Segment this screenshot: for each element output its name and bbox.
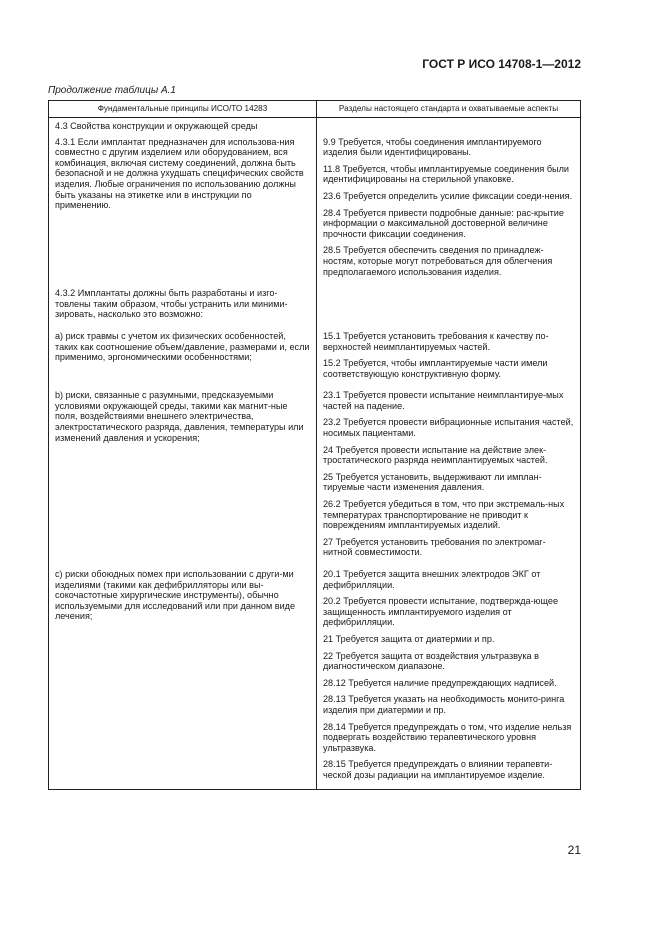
principle-cell xyxy=(49,566,317,789)
principle-text: с) риски обоюдных помех при использовании с други-ми изделиями (такими как дефибрилляторы или вы-сокочастотные хирургические инструменты), обычно используемыми для исследований или при данном виде лечения; xyxy=(55,569,296,622)
section-item: 28.15 Требуется предупреждать о влиянии терапевти-ческой дозы радиации на имплантируемое изделие. xyxy=(323,759,553,780)
principle-cell xyxy=(49,134,317,286)
principle-text: 4.3.2 Имплантаты должны быть разработаны и изго-товлены таким образом, чтобы устранить или миними-зировать, насколько это возможно: xyxy=(55,288,288,320)
table-row xyxy=(49,387,581,566)
section-item: 9.9 Требуется, чтобы соединения имплантируемого изделия были идентифицированы. xyxy=(323,136,542,158)
principle-text: а) риск травмы с учетом их физических особенностей, таких как соотношение объем/давление, размерами и, если применимо, эргономическими особенностями; xyxy=(55,330,310,363)
section-item: 22 Требуется защита от воздействия ультразвука в диагностическом диапазоне. xyxy=(323,650,539,672)
section-item: 21 Требуется защита от диатермии и пр. xyxy=(323,633,495,644)
column-header-principles: Фундаментальные принципы ИСО/ТО 14283 xyxy=(49,101,317,118)
principle-text: b) риски, связанные с разумными, предсказуемыми условиями окружающей среды, такими как магнит-ные поля, воздействиями внешнего электричества, электростатического разряда, давления, температуры или изменений давления и ускорения; xyxy=(55,390,304,443)
section-item: 20.2 Требуется провести испытание, подтвержда-ющее защищенность имплантируемого изделия от дефибрилляции. xyxy=(323,596,559,628)
sections-cell xyxy=(317,387,581,566)
sections-cell xyxy=(317,285,581,328)
section-item: 15.1 Требуется установить требования к качеству по-верхностей неимплантируемых частей. xyxy=(323,330,549,352)
principle-cell xyxy=(49,285,317,328)
column-header-sections: Разделы настоящего стандарта и охватываемые аспекты xyxy=(317,101,581,118)
section-item: 28.4 Требуется привести подробные данные: рас-крытие информации о максимальной достоверной величине прочности фиксации соединения. xyxy=(323,207,564,239)
section-item: 24 Требуется провести испытание на действие элек-тростатического разряда неимплантируемых частей. xyxy=(323,444,548,466)
section-item: 25 Требуется установить, выдерживают ли имплан-тируемые части изменения давления. xyxy=(323,471,542,493)
requirements-table xyxy=(48,100,581,790)
section-item: 23.1 Требуется провести испытание неимплантируе-мых частей на падение. xyxy=(323,390,564,411)
table-row xyxy=(49,285,581,328)
table-row xyxy=(49,118,581,134)
section-item: 23.2 Требуется провести вибрационные испытания частей, носимых пациентами. xyxy=(323,417,574,439)
section-item: 26.2 Требуется убедиться в том, что при экстремаль-ных температурах транспортирование не приводит к повреждениям имплантируемых изделий. xyxy=(323,499,565,531)
section-item: 20.1 Требуется защита внешних электродов ЭКГ от дефибрилляции. xyxy=(323,569,541,590)
sections-cell xyxy=(317,566,581,789)
table-row xyxy=(49,134,581,286)
table-caption: Продолжение таблицы А.1 xyxy=(48,85,176,96)
page-number: 21 xyxy=(567,843,581,857)
section-item: 27 Требуется установить требования по электромаг-нитной совместимости. xyxy=(323,536,546,558)
principle-cell xyxy=(49,387,317,566)
section-title-cell: 4.3 Свойства конструкции и окружающей среды xyxy=(49,118,317,134)
sections-cell xyxy=(317,134,581,286)
table-row xyxy=(49,328,581,387)
section-item: 15.2 Требуется, чтобы имплантируемые части имели соответствующую конструктивную форму. xyxy=(323,358,548,379)
table-row xyxy=(49,566,581,789)
section-item: 11.8 Требуется, чтобы имплантируемые соединения были идентифицированы на стерильной упаковке. xyxy=(323,163,569,185)
section-item: 23.6 Требуется определить усилие фиксации соеди-нения. xyxy=(323,190,573,201)
section-item: 28.13 Требуется указать на необходимость монито-ринга изделия при диатермии и пр. xyxy=(323,694,565,715)
section-item: 28.14 Требуется предупреждать о том, что изделие нельзя подвергать воздействию терапевтического уровня ультразвука. xyxy=(323,721,572,753)
sections-cell xyxy=(317,328,581,387)
section-item: 28.12 Требуется наличие предупреждающих надписей. xyxy=(323,677,557,688)
principle-cell xyxy=(49,328,317,387)
section-item: 28.5 Требуется обеспечить сведения по принадлеж-ностям, которые могут потребоваться для облегчения предполагаемого использования изделия. xyxy=(323,245,553,277)
standard-header: ГОСТ Р ИСО 14708-1—2012 xyxy=(422,57,581,71)
principle-text: 4.3.1 Если имплантат предназначен для использова-ния совместно с другим изделием или оборудованием, вся комбинация, включая систему соединений, должна быть безопасной и не должна ухудшать специфических свойств изделия. Любые ограничения по использованию должны быть указаны на этикетке или в инструкции по применению. xyxy=(55,136,304,211)
